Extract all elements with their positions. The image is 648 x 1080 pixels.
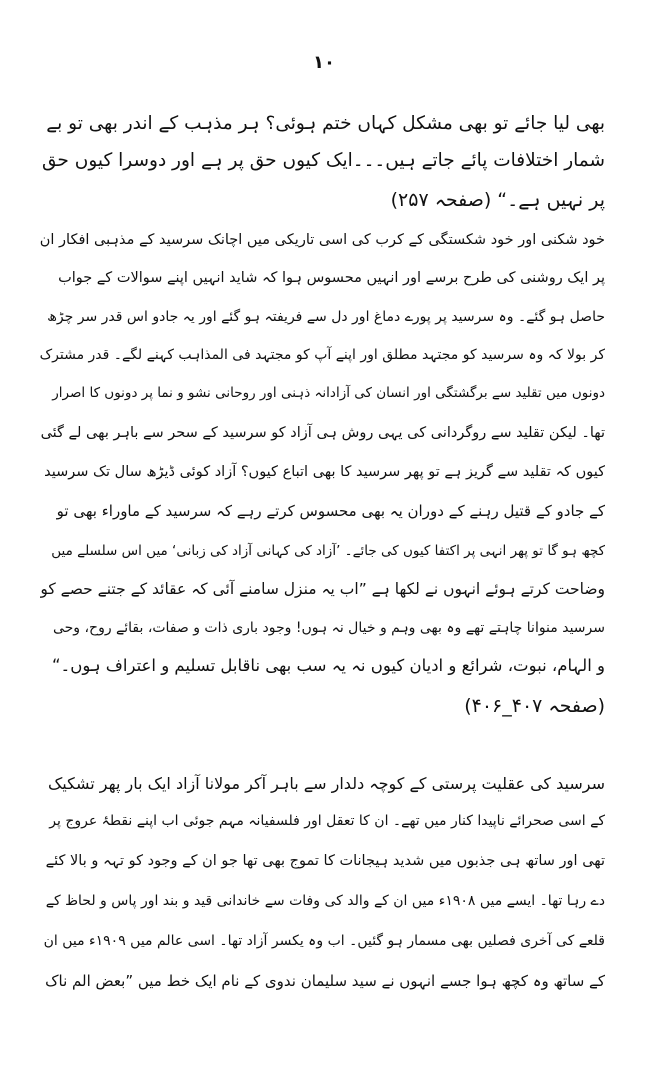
text-line: کچھ ہو گا تو پھر انہی پر اکتفا کیوں کی جائے۔ ’آزاد کی کہانی آزاد کی زبانی‘ میں اس سلسلے میں xyxy=(51,543,605,559)
text-line: کیوں کہ تقلید سے گریز ہے تو پھر سرسید کا بھی اتباع کیوں؟ آزاد کوئی ڈیڑھ سال تک سرسید xyxy=(44,464,605,480)
text-line: حاصل ہو گئے۔ وہ سرسید پر پورے دماغ اور دل سے فریفتہ ہو گئے اور یہ جادو اس قدر سر چڑھ xyxy=(47,309,605,325)
text-line: شمار اختلافات پائے جاتے ہیں۔۔۔ایک کیوں حق پر ہے اور دوسرا کیوں حق xyxy=(42,150,605,171)
text-line: سرسید منوانا چاہتے تھے وہ بھی وہم و خیال نہ ہوں! وجود باری ذات و صفات، بقائے روح، وحی xyxy=(52,620,605,636)
text-line: پر نہیں ہے۔“ (صفحہ ۲۵۷) xyxy=(390,189,605,211)
text-line: تھی اور ساتھ ہی جذبوں میں شدید ہیجانات کا تموج بھی تھا جو ان کے وجود کو تہہ و بالا کئے xyxy=(45,853,605,869)
text-line: کے جادو کے قتیل رہنے کے دوران یہ بھی محسوس کرتے رہے کہ سرسید کے ماوراء بھی تو xyxy=(56,502,605,520)
text-line: دونوں میں تقلید سے برگشتگی اور انسان کی آزادانہ ذہنی اور روحانی نشو و نما پر دونوں کا اصرار xyxy=(52,385,605,401)
text-line: کے ساتھ وہ کچھ ہوا جسے انہوں نے سید سلیمان ندوی کے نام ایک خط میں ”بعض الم ناک xyxy=(45,972,605,990)
text-line: خود شکنی اور خود شکستگی کے کرب کی اسی تاریکی میں اچانک سرسید کے مذہبی افکار ان xyxy=(40,232,605,248)
text-line: قلعے کی آخری فصلیں بھی مسمار ہو گئیں۔ اب وہ یکسر آزاد تھا۔ اسی عالم میں ۱۹۰۹ء میں ان xyxy=(43,933,605,949)
text-line: کر بولا کہ وہ سرسید کو مجتہد مطلق اور اپنے آپ کو مجتہد فی المذاہب کہنے لگے۔ قدر مشترک xyxy=(40,347,605,363)
text-line: تھا۔ لیکن تقلید سے روگردانی کی یہی روش ہی آزاد کو سرسید کے سحر سے باہر بھی لے گئی xyxy=(40,425,605,441)
text-line: (صفحہ ۴۰۷_۴۰۶) xyxy=(464,695,605,717)
text-line: وضاحت کرتے ہوئے انہوں نے لکھا ہے ”اب یہ منزل سامنے آئی کہ عقائد کے جتنے حصے کو xyxy=(40,580,605,598)
text-line: بھی لیا جائے تو بھی مشکل کہاں ختم ہوئی؟ ہر مذہب کے اندر بھی تو بے xyxy=(46,113,605,134)
text-line: پر ایک روشنی کی طرح برسے اور انہیں محسوس ہوا کہ شاید انہیں اپنے سوالات کے جواب xyxy=(58,270,605,286)
text-line: دے رہا تھا۔ ایسے میں ۱۹۰۸ء میں ان کے والد کی وفات سے خاندانی قید و بند اور پاس و لحاظ کے xyxy=(45,893,605,909)
text-line: سرسید کی عقلیت پرستی کے کوچہ دلدار سے باہر آکر مولانا آزاد ایک بار پھر تشکیک xyxy=(47,774,605,793)
text-line: و الہام، نبوت، شرائع و ادیان کیوں نہ یہ سب بھی ناقابل تسلیم و اعتراف ہوں۔“ xyxy=(52,656,605,675)
text-line: کے اسی صحرائے ناپیدا کنار میں تھے۔ ان کا تعقل اور فلسفیانہ مہم جوئی اب اپنے نقطۂ عروج پر xyxy=(49,813,605,829)
page-number: ۱۰ xyxy=(313,52,335,73)
